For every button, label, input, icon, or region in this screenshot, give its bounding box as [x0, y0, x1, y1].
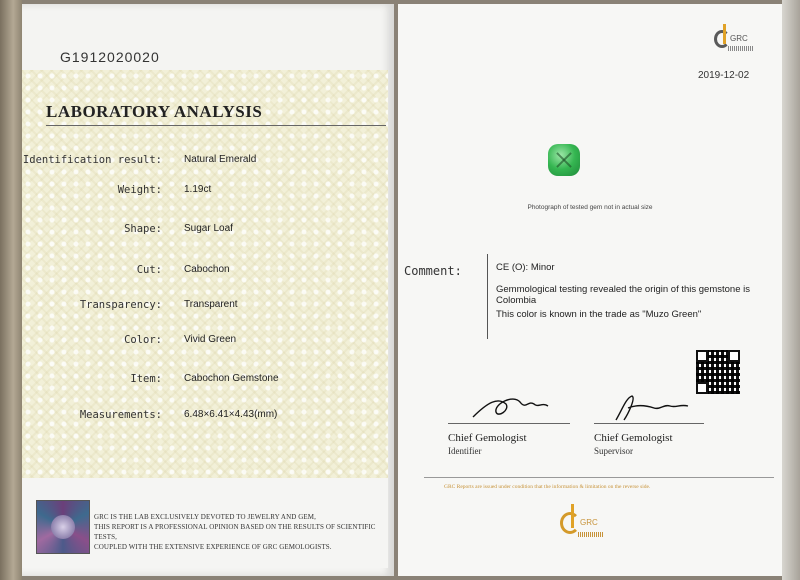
- title-divider: [46, 125, 386, 126]
- book-edge-right: [782, 0, 800, 580]
- logo-tagline: [728, 46, 754, 51]
- value-identification: Natural Emerald: [184, 154, 257, 165]
- value-cut: Cabochon: [184, 264, 230, 275]
- comment-line: CE (O): Minor: [496, 262, 555, 273]
- comment-line: Colombia: [496, 295, 537, 306]
- value-transparency: Transparent: [184, 299, 238, 310]
- comment-label: Comment:: [404, 264, 462, 278]
- value-measurements: 6.48×6.41×4.43(mm): [184, 409, 278, 420]
- label-transparency: Transparency:: [79, 299, 162, 311]
- label-color: Color:: [124, 334, 162, 346]
- lab-analysis-title: LABORATORY ANALYSIS: [46, 102, 263, 121]
- label-measurements: Measurements:: [79, 409, 162, 421]
- logo-stem-mark: [571, 504, 574, 528]
- signature-title-supervisor: Chief Gemologist: [594, 432, 673, 444]
- value-shape: Sugar Loaf: [184, 223, 233, 234]
- footer-divider: [424, 477, 774, 478]
- signature-title-identifier: Chief Gemologist: [448, 432, 527, 444]
- comment-divider: [487, 254, 488, 339]
- label-identification: Identification result:: [22, 154, 162, 166]
- comment-line: Gemmological testing revealed the origin of this gemstone is: [496, 284, 750, 295]
- value-item: Cabochon Gemstone: [184, 373, 279, 384]
- photo-caption: Photograph of tested gem not in actual size: [527, 204, 653, 211]
- signature-role-supervisor: Supervisor: [594, 446, 633, 456]
- logo-wordmark: GRC: [730, 34, 748, 43]
- signature-identifier: [468, 392, 558, 422]
- reports-note: GRC Reports are issued under condition that the information & limitation on the reverse side.: [444, 484, 651, 490]
- label-cut: Cut:: [136, 264, 162, 276]
- logo-wordmark: GRC: [580, 518, 598, 527]
- label-item: Item:: [130, 373, 162, 385]
- left-page: [22, 4, 394, 576]
- disclaimer-text: [94, 512, 388, 552]
- disclaimer-line: COUPLED WITH THE EXTENSIVE EXPERIENCE OF GRC GEMOLOGISTS.: [94, 543, 332, 551]
- value-color: Vivid Green: [184, 334, 237, 345]
- disclaimer-line: GRC IS THE LAB EXCLUSIVELY DEVOTED TO JEWELRY AND GEM,: [94, 513, 316, 521]
- logo-tagline: [578, 532, 604, 537]
- disclaimer-line: THIS REPORT IS A PROFESSIONAL OPINION BASED ON THE RESULTS OF SCIENTIFIC TESTS,: [94, 523, 376, 541]
- signature-line-identifier: [448, 423, 570, 424]
- label-weight: Weight:: [117, 184, 162, 196]
- logo-c-mark: [560, 512, 580, 534]
- hologram-seal: [36, 500, 90, 554]
- signature-line-supervisor: [594, 423, 704, 424]
- qr-corner: [728, 350, 740, 362]
- gem-photo: [548, 144, 580, 176]
- disclaimer-section: [22, 478, 388, 568]
- book-edge-left: [0, 0, 22, 580]
- grc-logo-bottom: [560, 504, 608, 544]
- logo-stem-mark: [723, 24, 726, 44]
- qr-code: [696, 350, 740, 394]
- qr-corner: [696, 350, 708, 362]
- certificate-number: G1912020020: [60, 49, 160, 65]
- signature-role-identifier: Identifier: [448, 446, 482, 456]
- report-date: 2019-12-02: [698, 70, 750, 81]
- label-shape: Shape:: [124, 223, 162, 235]
- right-page: [398, 4, 782, 576]
- grc-logo: [714, 24, 754, 58]
- comment-line: This color is known in the trade as "Muzo Green": [496, 309, 702, 320]
- signature-supervisor: [608, 392, 698, 424]
- value-weight: 1.19ct: [184, 184, 212, 195]
- analysis-panel: [22, 70, 388, 478]
